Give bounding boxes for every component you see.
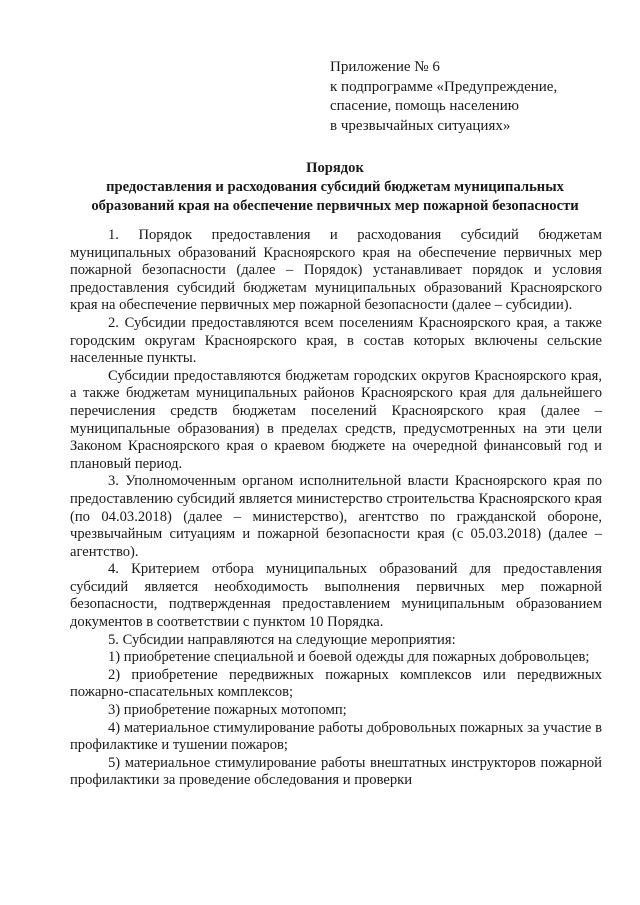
list-item-4: 4) материальное стимулирование работы добровольных пожарных за участие в профилактике и тушении пожаров; (70, 719, 602, 754)
list-item-5: 5) материальное стимулирование работы внештатных инструкторов пожарной профилактики за проведение обследования и проверки (70, 754, 602, 789)
appendix-subprogram-end: в чрезвычайных ситуациях» (330, 117, 511, 134)
appendix-block (330, 58, 610, 136)
appendix-number: Приложение № 6 (330, 59, 440, 75)
paragraph-2-cont: Субсидии предоставляются бюджетам городских округов Красноярского края, а также бюджетам муниципальных районов Красноярского края для дальнейшего перечисления средств бюджетам поселений Красноярского края (далее – муниципальные образования) в пределах средств, предусмотренных на эти цели Законом Красноярского края о краевом бюджете на очередной финансовый год и плановый период. (70, 367, 602, 472)
paragraph-1: 1. Порядок предоставления и расходования субсидий бюджетам муниципальных образований Красноярского края на обеспечение первичных мер пожарной безопасности (далее – Порядок) устанавливает порядок и условия предоставления субсидий бюджетам муниципальных образований Красноярского края на обеспечение первичных мер пожарной безопасности (далее – субсидии). (70, 227, 602, 314)
paragraph-2: 2. Субсидии предоставляются всем поселениям Красноярского края, а также городским округам Красноярского края, в состав которых включены сельские населенные пункты. (70, 314, 602, 367)
list-item-1: 1) приобретение специальной и боевой одежды для пожарных добровольцев; (108, 649, 590, 666)
paragraph-4: 4. Критерием отбора муниципальных образований для предоставления субсидий является необходимость выполнения первичных мер пожарной безопасности, подтвержденная предоставлением муниципальным образованием документов в соответствии с пунктом 10 Порядка. (70, 561, 602, 631)
paragraph-5: 5. Субсидии направляются на следующие мероприятия: (108, 631, 456, 648)
title-line-3: образований края на обеспечение первичных мер пожарной безопасности (91, 198, 579, 214)
document-body (70, 227, 602, 790)
paragraph-3: 3. Уполномоченным органом исполнительной власти Красноярского края по предоставлению субсидий является министерство строительства Красноярского края (по 04.03.2018) (далее – министерство), агентство по гражданской обороне, чрезвычайным ситуациям и пожарной безопасности края (с 05.03.2018) (далее – агентство). (70, 473, 602, 560)
document-title (40, 159, 630, 216)
title-line-2: предоставления и расходования субсидий бюджетам муниципальных (106, 179, 564, 195)
appendix-subprogram: к подпрограмме «Предупреждение, (330, 78, 558, 95)
list-item-3: 3) приобретение пожарных мотопомп; (108, 702, 347, 719)
appendix-subprogram-cont: спасение, помощь населению (330, 98, 520, 114)
title-heading: Порядок (306, 160, 364, 176)
list-item-2: 2) приобретение передвижных пожарных комплексов или передвижных пожарно-спасательных комплексов; (70, 666, 602, 701)
